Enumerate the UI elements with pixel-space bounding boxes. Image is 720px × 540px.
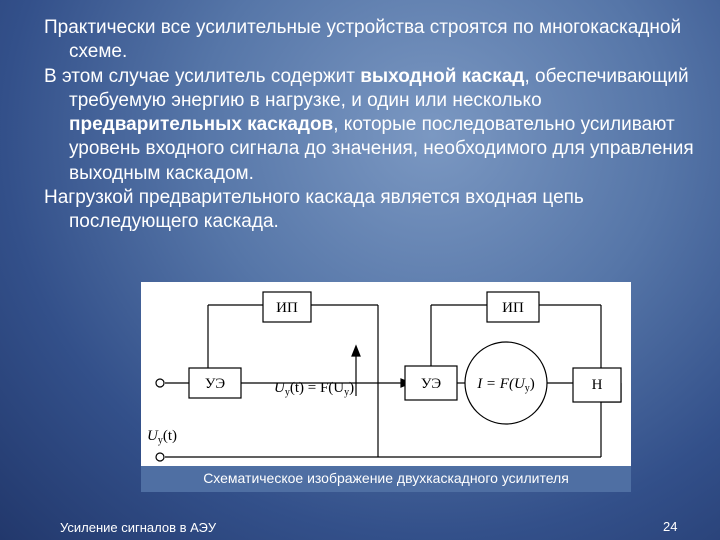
diagram-caption: Схематическое изображение двухкаскадного усилителя xyxy=(203,470,569,486)
slide-text xyxy=(44,16,694,235)
input-terminal-top xyxy=(156,379,164,387)
paragraph-2 xyxy=(44,65,694,186)
power-source-label-1: ИП xyxy=(276,300,298,316)
power-source-label-2: ИП xyxy=(502,300,524,316)
diagram-svg xyxy=(141,282,631,492)
arrow-stage1-head xyxy=(352,346,360,356)
footer-title: Усиление сигналов в АЭУ xyxy=(60,520,217,535)
amplifier-element-label-2: УЭ xyxy=(420,376,442,392)
p2-text-start: В этом случае усилитель содержит xyxy=(44,65,361,87)
arrows xyxy=(352,346,411,396)
page-number: 24 xyxy=(663,519,678,534)
paragraph-3: Нагрузкой предварительного каскада является входная цепь последующего каскада. xyxy=(44,187,584,233)
amplifier-element-label-1: УЭ xyxy=(204,376,226,392)
input-terminal-bottom xyxy=(156,453,164,461)
load-label: Н xyxy=(591,377,603,393)
paragraph-1: Практически все усилительные устройства строятся по многокаскадной схеме. xyxy=(44,17,682,63)
input-signal-label: $U_у(t)$ xyxy=(147,428,178,446)
p2-text-end: , которые последовательно усиливают уровень входного сигнала до значения, необходимого для управления выходным каскадом. xyxy=(69,114,694,184)
circuit-diagram xyxy=(141,282,631,492)
formula-stage1: $U_у(t) = F(U_у)$ xyxy=(274,380,355,398)
bold-pre-stages: предварительных каскадов xyxy=(69,114,334,136)
p2-text-mid: , обеспечивающий требуемую энергию в нагрузке, и один или несколько xyxy=(69,65,689,111)
formula-stage2: $I = F(U_у)$ xyxy=(477,376,535,394)
bold-output-stage: выходной каскад xyxy=(360,65,525,87)
